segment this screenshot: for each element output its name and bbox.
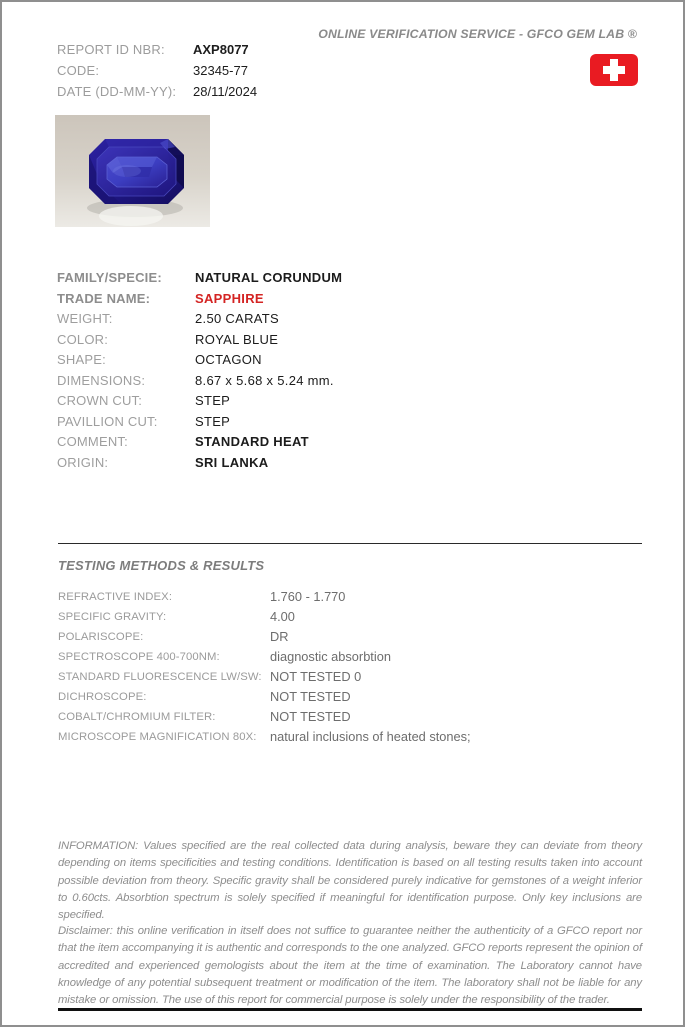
test-row-refractive-index (58, 587, 471, 607)
fluorescence-value: NOT TESTED 0 (270, 669, 362, 684)
property-row-shape (57, 350, 342, 371)
property-row-pavillion-cut (57, 412, 342, 433)
origin-label: ORIGIN: (57, 454, 109, 470)
swiss-flag-icon (590, 54, 638, 86)
refractive-index-label: REFRACTIVE INDEX: (58, 591, 173, 603)
family-label: FAMILY/SPECIE: (57, 270, 162, 285)
comment-value: STANDARD HEAT (195, 434, 309, 449)
code-row (57, 60, 257, 81)
bottom-rule (58, 1008, 642, 1011)
weight-label: WEIGHT: (57, 311, 113, 326)
microscope-value: natural inclusions of heated stones; (270, 729, 471, 744)
property-row-color (57, 330, 342, 351)
trade-name-label: TRADE NAME: (57, 290, 151, 306)
property-row-origin (57, 453, 342, 474)
pavillion-cut-label: PAVILLION CUT: (57, 413, 158, 429)
property-row-trade-name (57, 289, 342, 310)
weight-value: 2.50 CARATS (195, 311, 279, 326)
code-value: 32345-77 (193, 63, 248, 78)
testing-results-table (58, 587, 471, 747)
dimensions-label: DIMENSIONS: (57, 372, 146, 388)
code-label: CODE: (57, 63, 100, 78)
report-id-label: REPORT ID NBR: (57, 42, 165, 57)
property-row-crown-cut (57, 391, 342, 412)
polariscope-value: DR (270, 629, 289, 644)
polariscope-label: POLARISCOPE: (58, 631, 144, 643)
test-row-cobalt-filter (58, 707, 471, 727)
test-row-polariscope (58, 627, 471, 647)
service-title: ONLINE VERIFICATION SERVICE - GFCO GEM LAB ® (318, 27, 637, 41)
report-id-value: AXP8077 (193, 42, 249, 57)
crown-cut-label: CROWN CUT: (57, 393, 143, 408)
test-row-fluorescence (58, 667, 471, 687)
dichroscope-value: NOT TESTED (270, 689, 351, 704)
date-value: 28/11/2024 (193, 84, 258, 99)
swiss-cross-horizontal (603, 66, 625, 74)
color-label: COLOR: (57, 331, 109, 347)
spectroscope-label: SPECTROSCOPE 400-700NM: (58, 651, 220, 663)
shape-label: SHAPE: (57, 352, 106, 367)
date-label: DATE (DD-MM-YY): (57, 84, 177, 99)
specific-gravity-label: SPECIFIC GRAVITY: (58, 611, 167, 623)
gem-photo-image (55, 115, 210, 227)
test-row-specific-gravity (58, 607, 471, 627)
date-row (57, 81, 257, 102)
color-value: ROYAL BLUE (195, 331, 279, 347)
trade-name-value: SAPPHIRE (195, 290, 264, 306)
pavillion-cut-value: STEP (195, 413, 231, 429)
section-divider-rule (58, 543, 642, 544)
cobalt-filter-label: COBALT/CHROMIUM FILTER: (58, 711, 216, 723)
specific-gravity-value: 4.00 (270, 609, 295, 624)
property-row-dimensions (57, 371, 342, 392)
test-row-microscope (58, 727, 471, 747)
cobalt-filter-value: NOT TESTED (270, 709, 351, 724)
shape-value: OCTAGON (195, 352, 262, 367)
property-row-family (57, 268, 342, 289)
fluorescence-label: STANDARD FLUORESCENCE LW/SW: (58, 671, 262, 683)
property-row-weight (57, 309, 342, 330)
report-id-block (57, 39, 257, 102)
report-id-row (57, 39, 257, 60)
gem-properties-table (57, 268, 342, 473)
crown-cut-value: STEP (195, 393, 231, 408)
gem-photo (55, 115, 210, 227)
test-row-spectroscope (58, 647, 471, 667)
spectroscope-value: diagnostic absorbtion (270, 649, 391, 664)
microscope-label: MICROSCOPE MAGNIFICATION 80X: (58, 731, 257, 743)
disclaimer-paragraph: Disclaimer: this online verification in itself does not suffice to guarantee neither the authenticity of a GFCO report nor that the item accompanying it is authentic and corresponds to the one analyzed. GFCO reports represent the opinion of accredited and experienced gemologists about the item at the time of examination. The Laboratory cannot have knowledge of any potential subsequent treatment or modification of the item. The laboratory shall not be liable for any mistake or omission. The use of this report for commercial purpose is solely under the responsibility of the trader. (58, 925, 642, 1007)
dimensions-value: 8.67 x 5.68 x 5.24 mm. (195, 372, 334, 388)
testing-section-heading: TESTING METHODS & RESULTS (58, 558, 265, 573)
family-value: NATURAL CORUNDUM (195, 270, 343, 285)
comment-label: COMMENT: (57, 434, 128, 449)
information-paragraph: INFORMATION: Values specified are the real collected data during analysis, beware they can deviate from theory depending on items specificities and testing conditions. Identification is based on all testing results taken into account possible deviation from theory. Specific gravity shall be considered purely indicative for gemstones of a weight inferior to 0.60cts. Absorbtion spectrum is solely specified if meaningful for identification purpose. Only key inclusions are specified. (58, 840, 642, 922)
test-row-dichroscope (58, 687, 471, 707)
refractive-index-value: 1.760 - 1.770 (270, 589, 346, 604)
origin-value: SRI LANKA (195, 454, 269, 470)
dichroscope-label: DICHROSCOPE: (58, 691, 147, 703)
property-row-comment (57, 432, 342, 453)
